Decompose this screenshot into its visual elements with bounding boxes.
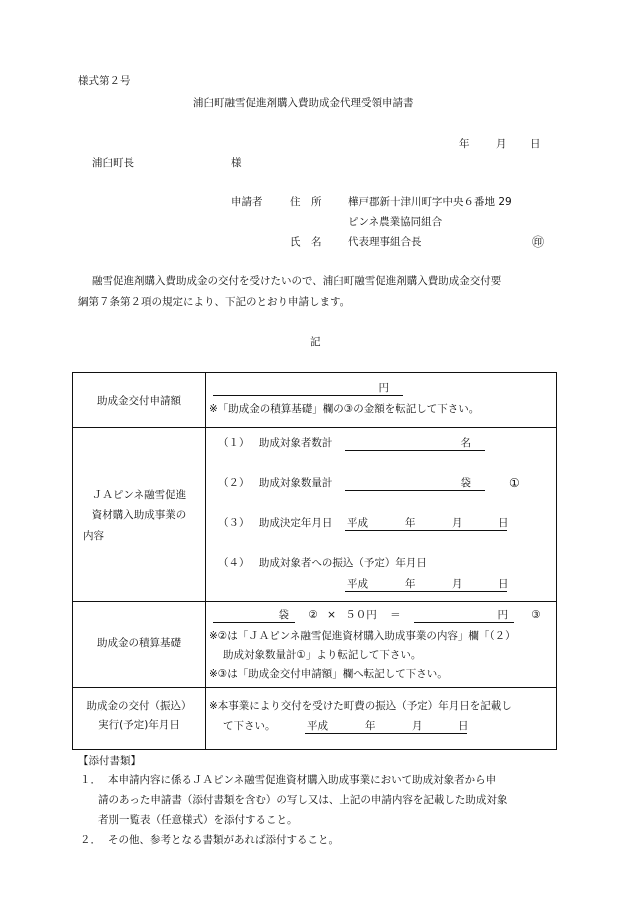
row-label-line: 内容 [83,529,104,542]
total-amount-field[interactable] [414,609,514,623]
item-number: （１） [218,437,250,449]
applicant-name: 代表理事組合長 [348,236,422,248]
table-row-divider [73,601,556,602]
item-number: （３） [218,517,250,529]
grant-note-line: ※本事業により交付を受けた町費の振込（予定）年月日を記載し [209,700,512,712]
name-label: 氏 名 [290,236,322,248]
month-label: 月 [412,720,423,732]
day-label: 日 [498,578,509,590]
item-number: （２） [218,477,250,489]
amount-field[interactable] [213,382,403,396]
ki-heading: 記 [310,336,321,348]
applicant-organization: ピンネ農業協同組合 [348,216,443,228]
addressee-name: 浦臼町長 [92,157,134,169]
applicant-label: 申請者 [231,196,263,208]
form-number: 様式第２号 [78,75,131,87]
item-4 [218,557,427,570]
calc-note-line: ※③は「助成金交付申請額」欄へ転記して下さい。 [209,668,448,680]
table-row-divider [73,427,556,428]
bag-unit: 袋 [278,609,289,621]
day-label: 日 [498,517,509,529]
grant-date-field[interactable] [305,720,467,738]
amount-unit: 円 [378,382,389,394]
attachment-2-number: ２． [80,834,101,846]
document-title: 浦臼町融雪促進剤購入費助成金代理受領申請書 [193,97,414,109]
day-label: 日 [458,720,469,732]
amount-note: ※「助成金の積算基礎」欄の③の金額を転記して下さい。 [209,403,480,415]
address-label: 住 所 [290,196,322,208]
attachment-1-line: 本申請内容に係るＪＡピンネ融雪促進資材購入助成事業において助成対象者から申 [108,774,497,786]
decision-date-field[interactable] [345,517,507,535]
year-label: 年 [365,720,376,732]
row-label-grant-date [73,697,205,735]
row-label-calculation-basis: 助成金の積算基礎 [97,637,181,649]
row-label-project-content [73,485,205,546]
row-label-line: 実行(予定)年月日 [98,718,180,731]
item-text: 助成対象者への振込（予定）年月日 [258,557,427,569]
row-label-line: 資材購入助成事業の [91,509,187,522]
row-label-application-amount: 助成金交付申請額 [97,395,181,407]
item-text: 助成対象数量計 [258,477,333,489]
month-label: 月 [452,517,463,529]
row-label-line: ＪＡピンネ融雪促進 [91,489,187,501]
era-label: 平成 [347,517,368,529]
date-month-label: 月 [496,138,507,150]
calc-note-line: 助成対象数量計①」より転記して下さい。 [223,649,422,661]
row-label-line: 助成金の交付（振込） [86,700,192,712]
addressee-honorific: 様 [231,157,242,169]
year-label: 年 [405,517,416,529]
attachment-1-number: １． [80,774,101,786]
calc-note-line: ※②は「ＪＡピンネ融雪促進資材購入助成事業の内容」欄「（２） [209,630,516,642]
attachment-1-line: 請のあった申請書（添付書類を含む）の写し又は、上記の申請内容を記載した助成対象 [98,794,508,806]
year-label: 年 [405,578,416,590]
circled-two-mark: ② [308,609,318,621]
circled-three-mark: ③ [531,609,541,621]
month-label: 月 [452,578,463,590]
unit-rate: ５０円 [345,609,377,621]
intro-line-2: 綱第７条第２項の規定により、下記のとおり申請します。 [78,296,351,308]
count-unit: 名 [460,437,471,449]
table-column-divider [205,373,206,749]
attachment-1-line: 者別一覧表（任意様式）を添付すること。 [98,814,298,826]
transfer-date-field[interactable] [345,578,507,596]
era-label: 平成 [307,720,328,732]
item-text: 助成対象者数計 [258,437,333,449]
attachment-2-line: その他、参考となる書類があれば添付すること。 [108,834,339,846]
date-year-label: 年 [459,138,470,150]
equals-sign: ＝ [390,609,401,621]
recipient-count-field[interactable] [345,437,485,451]
era-label: 平成 [347,578,368,590]
quantity-unit: 袋 [460,477,471,489]
quantity-field[interactable] [345,477,485,491]
item-3 [218,517,332,530]
grant-note-line: て下さい。 [223,720,276,732]
item-text: 助成決定年月日 [258,517,333,529]
table-row-divider [73,687,556,688]
applicant-address: 樺戸郡新十津川町字中央６番地 29 [348,196,512,208]
item-1 [218,437,332,450]
date-day-label: 日 [530,138,541,150]
application-table [72,372,557,750]
intro-line-1: 融雪促進剤購入費助成金の交付を受けたいので、浦臼町融雪促進剤購入費助成金交付要 [92,275,502,287]
seal-mark: ㊞ [532,235,545,249]
item-2 [218,477,332,490]
calculation-line [213,609,541,623]
circled-one-mark: ① [509,476,520,490]
item-number: （４） [218,557,250,569]
bag-count-field[interactable] [213,609,295,623]
yen-unit: 円 [497,609,508,621]
attachments-heading: 【添付書類】 [78,755,141,767]
times-sign: × [327,609,336,621]
